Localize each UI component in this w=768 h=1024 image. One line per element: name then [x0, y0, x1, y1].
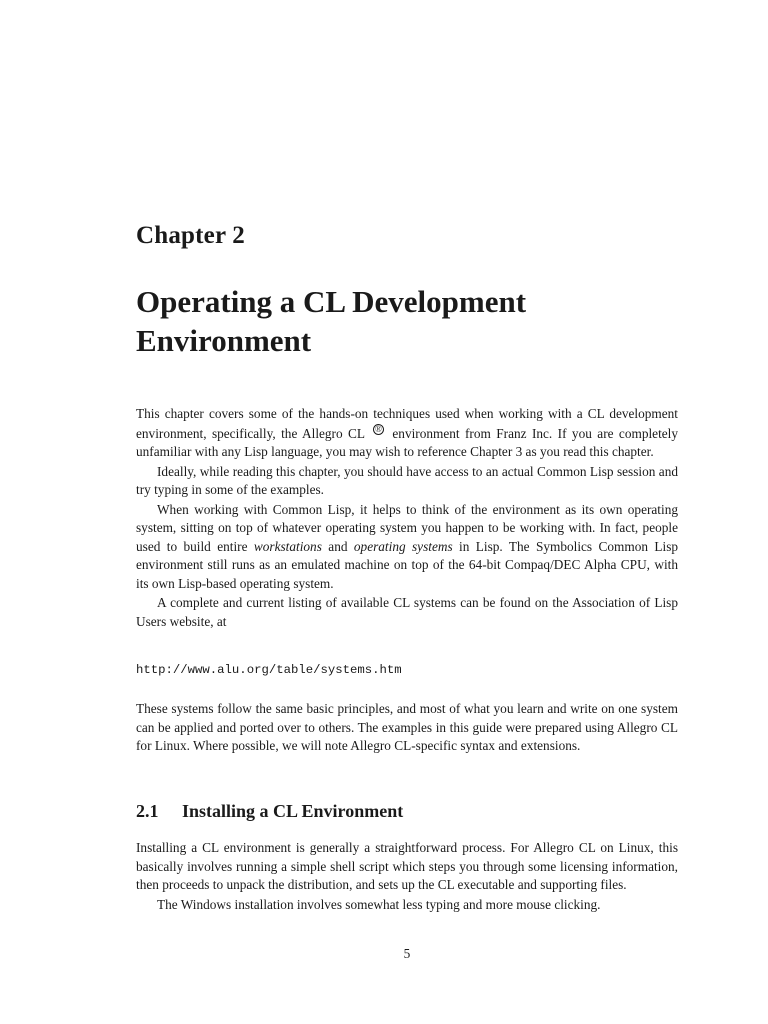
section-body: [136, 839, 678, 914]
intro-paragraph-4: A complete and current listing of available CL systems can be found on the Association of Lisp Users website, at: [136, 595, 678, 629]
after-url-section: [136, 700, 678, 756]
section-heading: [136, 801, 403, 822]
section-number: 2.1: [136, 801, 159, 821]
intro-paragraph-1: [136, 405, 678, 462]
intro-p3-part-a: When working with Common Lisp, it helps to think of the environment as its own operating system, sitting on top of whatever operating system you happen to be working with. In fact, people used to build entire: [136, 501, 678, 554]
after-url-paragraph: These systems follow the same basic principles, and most of what you learn and write on one system can be applied and ported over to others. The examples in this guide were prepared using Allegro CL for Linux. Where possible, we will note Allegro CL-specific syntax and extensions.: [136, 701, 678, 753]
page-number: 5: [403, 946, 411, 961]
section-paragraph-2: The Windows installation involves somewhat less typing and more mouse clicking.: [157, 896, 601, 912]
intro-section: [136, 405, 678, 631]
intro-p1-part-a: This chapter covers some of the hands-on techniques used when working with a CL development environment, specifically, the Allegro CL: [136, 406, 678, 441]
alu-url-link[interactable]: http://www.alu.org/table/systems.htm: [136, 663, 402, 677]
chapter-title: Operating a CL Development Environment: [136, 284, 527, 358]
section-paragraph-1: Installing a CL environment is generally a straightforward process. For Allegro CL on Linux, this basically involves running a simple shell script which steps you through some licensing information, then proceeds to unpack the distribution, and sets up the CL executable and supporting files.: [136, 840, 678, 892]
intro-paragraph-2: Ideally, while reading this chapter, you should have access to an actual Common Lisp session and try typing in some of the examples.: [136, 463, 678, 497]
chapter-label: Chapter 2: [136, 222, 245, 249]
intro-p3-emphasis-1: workstations: [253, 538, 322, 554]
document-page: [136, 0, 678, 1024]
intro-p3-part-b: and: [328, 538, 348, 554]
section-title: Installing a CL Environment: [182, 801, 404, 821]
intro-p3-emphasis-2: operating systems: [353, 538, 453, 554]
intro-p1-part-b: environment from Franz Inc. If you are completely unfamiliar with any Lisp language, you may wish to reference Chapter 3 as you read this chapter.: [136, 425, 679, 459]
intro-p3-part-c: in Lisp. The Symbolics Common Lisp environment still runs as an emulated machine on top of the 64-bit Compaq/DEC Alpha CPU, with its own Lisp-based operating system.: [136, 538, 679, 591]
registered-mark: ®: [373, 424, 384, 435]
intro-paragraph-3: [136, 501, 678, 594]
